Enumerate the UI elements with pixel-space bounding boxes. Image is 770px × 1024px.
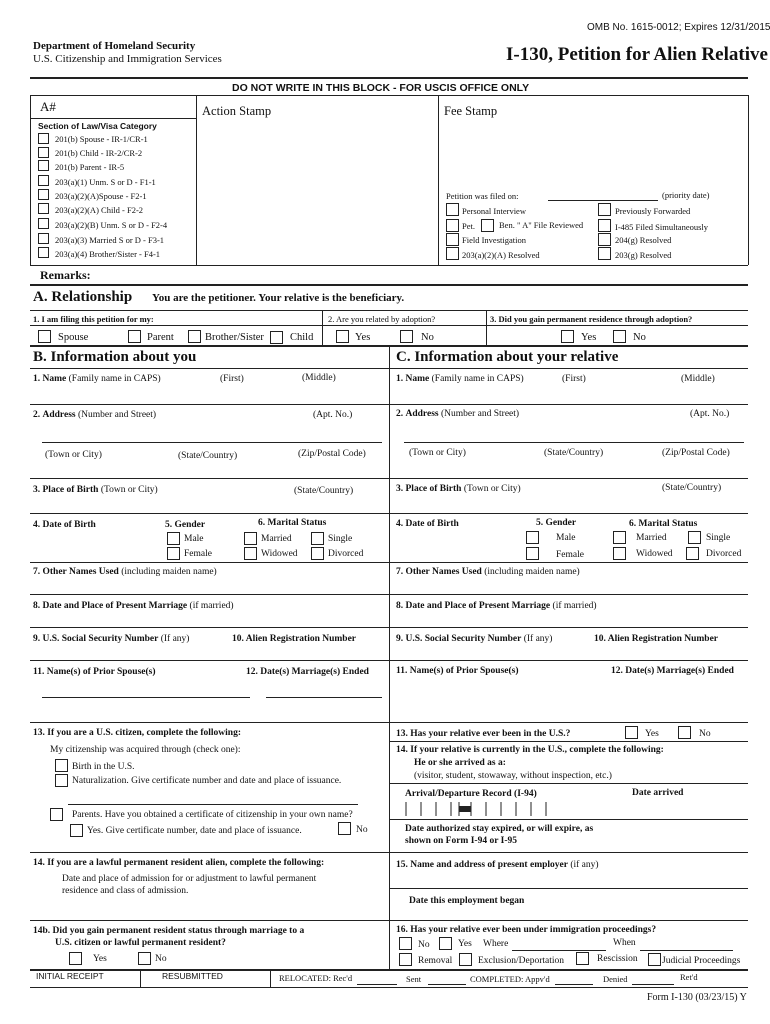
row-rule — [30, 852, 748, 853]
birth-us-label: Birth in the U.S. — [72, 762, 135, 772]
naturalization-checkbox[interactable] — [55, 774, 68, 787]
b-14b-yes-label: Yes — [93, 954, 107, 964]
office-only-banner: DO NOT WRITE IN THIS BLOCK - FOR USCIS OFFICE ONLY — [232, 82, 530, 94]
row-rule — [30, 627, 748, 628]
section-a-rule — [30, 310, 748, 311]
a-number-rule — [30, 118, 196, 119]
remarks-rule — [30, 284, 748, 286]
parent-label: Parent — [147, 332, 174, 343]
c-been-us-yes-checkbox[interactable] — [625, 726, 638, 739]
b-single-label: Single — [328, 534, 353, 544]
adoption-yes-checkbox[interactable] — [336, 330, 349, 343]
section-b-title: B. Information about you — [33, 349, 197, 365]
resubmitted-label: RESUBMITTED — [162, 971, 223, 981]
field-investigation-checkbox[interactable] — [446, 233, 459, 246]
category-label: 201(b) Parent - IR-5 — [55, 162, 125, 172]
a-divider-2 — [486, 310, 487, 346]
row-rule — [30, 478, 748, 479]
b-prior-spouse-line[interactable] — [42, 697, 250, 698]
b-q14b-line2: U.S. citizen or lawful permanent resident? — [55, 938, 226, 948]
b-q14-text1: Date and place of admission for or adjustment to lawful permanent — [62, 874, 317, 884]
c-removal-label: Removal — [418, 956, 453, 966]
category-label: 203(a)(3) Married S or D - F3-1 — [55, 235, 165, 245]
c-judicial-checkbox[interactable] — [648, 953, 661, 966]
b-zip-label: (Zip/Postal Code) — [298, 449, 366, 459]
parents-yes-label: Yes. Give certificate number, date and place of issuance. — [87, 826, 302, 836]
parents-label: Parents. Have you obtained a certificate of citizenship in your own name? — [72, 810, 353, 820]
personal-interview-checkbox[interactable] — [446, 203, 459, 216]
birth-us-checkbox[interactable] — [55, 759, 68, 772]
naturalization-label: Naturalization. Give certificate number and date and place of issuance. — [72, 776, 342, 786]
c-arrived-rule — [389, 783, 748, 784]
c-marriages-ended-label: 12. Date(s) Marriage(s) Ended — [611, 666, 734, 676]
i94-number-boxes[interactable] — [405, 800, 555, 818]
c-been-us-yes-label: Yes — [645, 729, 659, 739]
c-q13-label: 13. Has your relative ever been in the U.S.? — [396, 729, 571, 739]
b-marriages-ended-label: 12. Date(s) Marriage(s) Ended — [246, 667, 369, 677]
c-marriage-label: 8. Date and Place of Present Marriage (if married) — [396, 601, 597, 611]
c-stay-expired-2: shown on Form I-94 or I-95 — [405, 836, 517, 846]
203g-checkbox[interactable] — [598, 247, 611, 260]
b-pob-state-label: (State/Country) — [294, 486, 354, 496]
office-block-right — [748, 95, 749, 265]
footer-rule — [30, 969, 748, 971]
row-rule — [30, 562, 748, 563]
filed-on-label: Petition was filed on: — [446, 191, 519, 201]
section-a-subtitle: You are the petitioner. Your relative is the beneficiary. — [152, 292, 405, 304]
category-label: 203(a)(4) Brother/Sister - F4-1 — [55, 249, 161, 259]
parent-checkbox[interactable] — [128, 330, 141, 343]
c-proceedings-no-checkbox[interactable] — [399, 937, 412, 950]
parents-checkbox[interactable] — [50, 808, 63, 821]
office-divider-1 — [196, 95, 197, 265]
priority-date-label: (priority date) — [662, 190, 710, 200]
204g-checkbox[interactable] — [598, 233, 611, 246]
c-name-label: 1. Name (Family name in CAPS) — [396, 374, 524, 384]
c-first-label: (First) — [562, 374, 586, 384]
c-removal-checkbox[interactable] — [399, 953, 412, 966]
c-q13-rule — [389, 741, 748, 742]
b-divorced-checkbox[interactable] — [311, 547, 324, 560]
header-rule — [30, 77, 748, 79]
row-rule — [30, 594, 748, 595]
c-state-label: (State/Country) — [544, 448, 604, 458]
c-arrived-hint: (visitor, student, stowaway, without inspection, etc.) — [414, 771, 612, 781]
form-id: Form I-130 (03/23/15) Y — [647, 992, 747, 1003]
category-checkbox[interactable] — [38, 233, 49, 244]
b-male-checkbox[interactable] — [167, 532, 180, 545]
category-label: 203(a)(2)(B) Unm. S or D - F2-4 — [55, 220, 168, 230]
category-checkbox[interactable] — [38, 175, 49, 186]
adoption-no-checkbox[interactable] — [400, 330, 413, 343]
c-pob-state-label: (State/Country) — [662, 483, 722, 493]
b-town-label: (Town or City) — [45, 450, 102, 460]
personal-interview-label: Personal Interview — [462, 206, 526, 216]
c-where-label: Where — [483, 939, 509, 949]
c-exclusion-checkbox[interactable] — [459, 953, 472, 966]
c-female-label: Female — [556, 550, 584, 560]
center-divider — [389, 345, 390, 970]
c-address-line[interactable] — [404, 442, 744, 443]
b-widowed-label: Widowed — [261, 549, 298, 559]
c-male-label: Male — [556, 533, 576, 543]
c-middle-label: (Middle) — [681, 374, 715, 384]
fee-stamp-label: Fee Stamp — [444, 104, 498, 118]
c-where-line[interactable] — [512, 950, 606, 951]
b-name-input[interactable] — [33, 386, 387, 404]
b-ssn-label: 9. U.S. Social Security Number (If any) — [33, 634, 190, 644]
c-single-label: Single — [706, 533, 731, 543]
b-widowed-checkbox[interactable] — [244, 547, 257, 560]
sent-label: Sent — [406, 974, 422, 984]
category-checkbox[interactable] — [38, 247, 49, 258]
b-other-names-label: 7. Other Names Used (including maiden name) — [33, 567, 217, 577]
a-inner-rule — [30, 325, 748, 326]
omb-number: OMB No. 1615-0012; Expires 12/31/2015 — [587, 22, 770, 33]
q3-adoption-residence: 3. Did you gain permanent residence through adoption? — [490, 314, 693, 324]
remarks-label: Remarks: — [40, 268, 91, 282]
c-ssn-label: 9. U.S. Social Security Number (If any) — [396, 634, 553, 644]
category-label: 203(a)(2)(A)Spouse - F2-1 — [55, 191, 147, 201]
spouse-label: Spouse — [58, 332, 89, 343]
c-address-label: 2. Address (Number and Street) — [396, 409, 520, 419]
b-married-label: Married — [261, 534, 292, 544]
category-label: 201(b) Spouse - IR-1/CR-1 — [55, 134, 148, 144]
child-checkbox[interactable] — [270, 331, 283, 344]
b-female-checkbox[interactable] — [167, 547, 180, 560]
b-middle-label: (Middle) — [302, 373, 336, 383]
c-q15-label: 15. Name and address of present employer (if any) — [396, 860, 599, 870]
c-name-input[interactable] — [396, 386, 750, 404]
filed-on-line[interactable] — [548, 200, 658, 201]
b-single-checkbox[interactable] — [311, 532, 324, 545]
c-arrival-record-label: Arrival/Departure Record (I-94) — [405, 789, 537, 799]
b-apt-label: (Apt. No.) — [313, 410, 353, 420]
c-date-arrived-label: Date arrived — [632, 788, 684, 798]
completed-label: COMPLETED: Appv'd — [470, 974, 550, 984]
b-14b-no-checkbox[interactable] — [138, 952, 151, 965]
c-male-checkbox[interactable] — [526, 531, 539, 544]
naturalization-line[interactable] — [68, 804, 358, 805]
204g-label: 204(g) Resolved — [615, 235, 672, 245]
field-investigation-label: Field Investigation — [462, 235, 526, 245]
action-stamp-label: Action Stamp — [202, 104, 272, 118]
row-rule — [30, 368, 748, 369]
c-dob-label: 4. Date of Birth — [396, 519, 459, 529]
department-name: Department of Homeland Security — [33, 40, 196, 52]
category-label: 201(b) Child - IR-2/CR-2 — [55, 148, 143, 158]
c-widowed-label: Widowed — [636, 549, 673, 559]
c-rescission-checkbox[interactable] — [576, 952, 589, 965]
c-married-label: Married — [636, 533, 667, 543]
category-checkbox[interactable] — [38, 218, 49, 229]
row-rule — [30, 722, 748, 723]
ben-file-checkbox[interactable] — [481, 219, 494, 232]
c-when-label: When — [613, 938, 636, 948]
c-apt-label: (Apt. No.) — [690, 409, 730, 419]
b-married-checkbox[interactable] — [244, 532, 257, 545]
q1-filing-for: 1. I am filing this petition for my: — [33, 314, 154, 324]
c-alien-reg-label: 10. Alien Registration Number — [594, 634, 719, 644]
brother-sister-label: Brother/Sister — [205, 332, 264, 343]
c-female-checkbox[interactable] — [526, 547, 539, 560]
i485-label: I-485 Filed Simultaneously — [615, 222, 709, 232]
c-when-line[interactable] — [640, 950, 733, 951]
c-widowed-checkbox[interactable] — [613, 547, 626, 560]
c-q14-label: 14. If your relative is currently in the U.S., complete the following: — [396, 745, 664, 755]
b-marital-label: 6. Marital Status — [258, 518, 327, 528]
c-town-label: (Town or City) — [409, 448, 466, 458]
form-title: I-130, Petition for Alien Relative — [506, 44, 768, 65]
category-label: 203(a)(2)(A) Child - F2-2 — [55, 205, 144, 215]
c-employer-rule — [389, 888, 748, 889]
row-rule — [30, 920, 748, 921]
b-state-label: (State/Country) — [178, 451, 238, 461]
c-rescission-label: Rescission — [597, 954, 638, 964]
c-i94-rule — [389, 819, 748, 820]
child-label: Child — [290, 332, 314, 343]
c-stay-expired-1: Date authorized stay expired, or will expire, as — [405, 824, 594, 834]
section-c-title: C. Information about your relative — [396, 349, 619, 365]
b-q14-text2: residence and class of admission. — [62, 886, 189, 896]
previously-forwarded-label: Previously Forwarded — [615, 206, 691, 216]
footer-divider — [270, 969, 271, 987]
b-14b-no-label: No — [155, 954, 167, 964]
i485-checkbox[interactable] — [598, 219, 611, 232]
b-gender-label: 5. Gender — [165, 520, 206, 530]
b-address-label: 2. Address (Number and Street) — [33, 410, 157, 420]
adoption-no-label: No — [421, 332, 434, 343]
c-proceedings-yes-checkbox[interactable] — [439, 937, 452, 950]
section-a-title: A. Relationship — [33, 289, 133, 305]
relocated-line — [357, 984, 397, 985]
pr-adoption-no-label: No — [633, 332, 646, 343]
footer-bottom-rule — [30, 987, 748, 988]
b-female-label: Female — [184, 549, 212, 559]
203a2a-resolved-checkbox[interactable] — [446, 247, 459, 260]
q2-adoption: 2. Are you related by adoption? — [328, 314, 436, 324]
office-block-left — [30, 95, 31, 265]
b-male-label: Male — [184, 534, 204, 544]
category-label: 203(a)(1) Unm. S or D - F1-1 — [55, 177, 156, 187]
adoption-yes-label: Yes — [355, 332, 371, 343]
parents-no-label: No — [356, 825, 368, 835]
pr-adoption-no-checkbox[interactable] — [613, 330, 626, 343]
b-marriage-ended-line[interactable] — [266, 697, 382, 698]
c-divorced-label: Divorced — [706, 549, 742, 559]
office-divider-2 — [438, 95, 439, 265]
denied-line — [632, 984, 674, 985]
parents-no-checkbox[interactable] — [338, 822, 351, 835]
category-checkbox[interactable] — [38, 160, 49, 171]
relocated-label: RELOCATED: Rec'd — [279, 973, 353, 983]
b-address-line[interactable] — [42, 442, 382, 443]
a-number-label: A# — [40, 99, 56, 114]
spouse-checkbox[interactable] — [38, 330, 51, 343]
b-dob-label: 4. Date of Birth — [33, 520, 96, 530]
category-checkbox[interactable] — [38, 147, 49, 158]
category-checkbox[interactable] — [38, 203, 49, 214]
b-q13-label: 13. If you are a U.S. citizen, complete the following: — [33, 728, 242, 738]
sent-line — [428, 984, 466, 985]
initial-receipt-label: INITIAL RECEIPT — [36, 971, 104, 981]
c-gender-label: 5. Gender — [536, 518, 577, 528]
b-first-label: (First) — [220, 374, 244, 384]
pet-label: Pet. — [462, 221, 475, 231]
office-block-bottom — [30, 265, 748, 266]
row-rule — [30, 660, 748, 661]
b-name-label: 1. Name (Family name in CAPS) — [33, 374, 161, 384]
b-q14b-line1: 14b. Did you gain permanent resident status through marriage to a — [33, 926, 305, 936]
c-been-us-no-checkbox[interactable] — [678, 726, 691, 739]
pr-adoption-yes-label: Yes — [581, 332, 597, 343]
agency-name: U.S. Citizenship and Immigration Services — [33, 53, 222, 65]
c-been-us-no-label: No — [699, 729, 711, 739]
c-arrived-as-label: He or she arrived as a: — [414, 758, 506, 768]
office-block-top — [30, 95, 748, 96]
b-marriage-label: 8. Date and Place of Present Marriage (if married) — [33, 601, 234, 611]
c-marital-label: 6. Marital Status — [629, 519, 698, 529]
category-checkbox[interactable] — [38, 133, 49, 144]
203g-label: 203(g) Resolved — [615, 250, 672, 260]
footer-divider — [140, 969, 141, 987]
c-zip-label: (Zip/Postal Code) — [662, 448, 730, 458]
b-divorced-label: Divorced — [328, 549, 364, 559]
row-rule — [30, 404, 748, 405]
denied-label: Denied — [603, 974, 628, 984]
c-prior-spouses-label: 11. Name(s) of Prior Spouse(s) — [396, 666, 519, 676]
c-q16-label: 16. Has your relative ever been under immigration proceedings? — [396, 925, 657, 935]
c-other-names-label: 7. Other Names Used (including maiden name) — [396, 567, 580, 577]
c-divorced-checkbox[interactable] — [686, 547, 699, 560]
category-checkbox[interactable] — [38, 189, 49, 200]
previously-forwarded-checkbox[interactable] — [598, 203, 611, 216]
row-rule — [30, 513, 748, 514]
c-employment-began-label: Date this employment began — [409, 896, 525, 906]
a-divider-1 — [322, 310, 323, 346]
c-proceedings-no-label: No — [418, 940, 430, 950]
parents-yes-checkbox[interactable] — [70, 824, 83, 837]
b-14b-yes-checkbox[interactable] — [69, 952, 82, 965]
b-pob-label: 3. Place of Birth (Town or City) — [33, 485, 158, 495]
c-exclusion-label: Exclusion/Deportation — [478, 956, 565, 966]
section-of-law-label: Section of Law/Visa Category — [38, 121, 157, 131]
b-prior-spouses-label: 11. Name(s) of Prior Spouse(s) — [33, 667, 156, 677]
c-married-checkbox[interactable] — [613, 531, 626, 544]
c-single-checkbox[interactable] — [688, 531, 701, 544]
203a2a-resolved-label: 203(a)(2)(A) Resolved — [462, 250, 540, 260]
ben-file-label: Ben. " A" File Reviewed — [499, 220, 584, 230]
c-pob-label: 3. Place of Birth (Town or City) — [396, 484, 521, 494]
retd-label: Ret'd — [680, 972, 698, 982]
pet-checkbox[interactable] — [446, 219, 459, 232]
citizenship-via-label: My citizenship was acquired through (check one): — [50, 745, 241, 755]
b-alien-reg-label: 10. Alien Registration Number — [232, 634, 357, 644]
c-judicial-label: Judicial Proceedings — [662, 956, 741, 966]
c-proceedings-yes-label: Yes — [458, 939, 472, 949]
b-q14-label: 14. If you are a lawful permanent resident alien, complete the following: — [33, 858, 325, 868]
pr-adoption-yes-checkbox[interactable] — [561, 330, 574, 343]
brother-sister-checkbox[interactable] — [188, 330, 201, 343]
completed-line — [555, 984, 593, 985]
